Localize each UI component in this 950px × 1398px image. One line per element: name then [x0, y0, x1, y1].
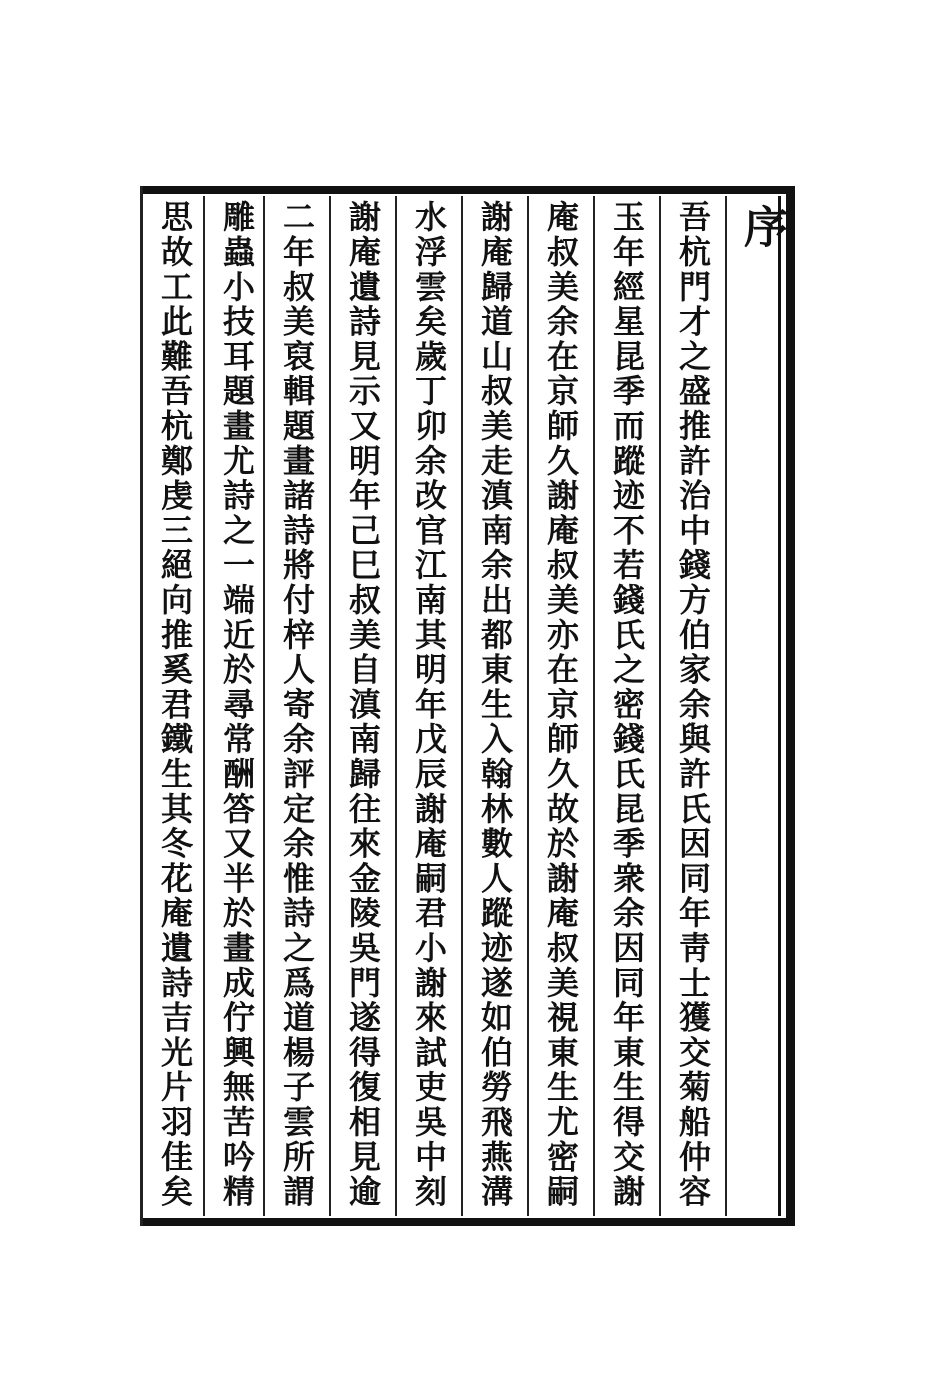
text-column-9: 思故工此難吾杭鄭虔三絕向推奚君鐵生其冬花庵遺詩吉光片羽佳矣 [156, 200, 194, 1210]
column-divider [527, 196, 529, 1216]
column-divider [461, 196, 463, 1216]
frame-left-border [140, 186, 143, 1226]
text-column-8: 雕蟲小技耳題畫尤詩之一端近於尋常酬答又半於畫成佇興無苦吟精 [218, 200, 256, 1210]
text-column-7: 二年叔美裒輯題畫諸詩將付梓人寄余評定余惟詩之爲道楊子雲所謂 [278, 200, 316, 1210]
text-column-4: 謝庵歸道山叔美走滇南余出都東生入翰林數人蹤迹遂如伯勞飛燕溝 [476, 200, 514, 1210]
column-divider [725, 196, 727, 1216]
frame-right-border [786, 186, 795, 1226]
column-divider [329, 196, 331, 1216]
section-title: 序 [736, 204, 787, 248]
text-column-2: 玉年經星昆季而蹤迹不若錢氏之密錢氏昆季衆余因同年東生得交謝 [608, 200, 646, 1210]
frame-right-inner-border [778, 196, 781, 1216]
text-column-1: 吾杭門才之盛推許治中錢方伯家余與許氏因同年靑士獲交菊船仲容 [674, 200, 712, 1210]
column-divider [659, 196, 661, 1216]
text-column-5: 水浮雲矣歲丁卯余改官江南其明年戊辰謝庵嗣君小謝來試吏吳中刻 [410, 200, 448, 1210]
frame-bottom-border [140, 1218, 795, 1226]
column-divider [395, 196, 397, 1216]
text-column-3: 庵叔美余在京師久謝庵叔美亦在京師久故於謝庵叔美視東生尤密嗣 [542, 200, 580, 1210]
text-column-6: 謝庵遺詩見示又明年己巳叔美自滇南歸往來金陵吳門遂得復相見逾 [344, 200, 382, 1210]
column-divider [593, 196, 595, 1216]
page-frame [140, 186, 795, 1226]
frame-top-border [140, 186, 795, 194]
